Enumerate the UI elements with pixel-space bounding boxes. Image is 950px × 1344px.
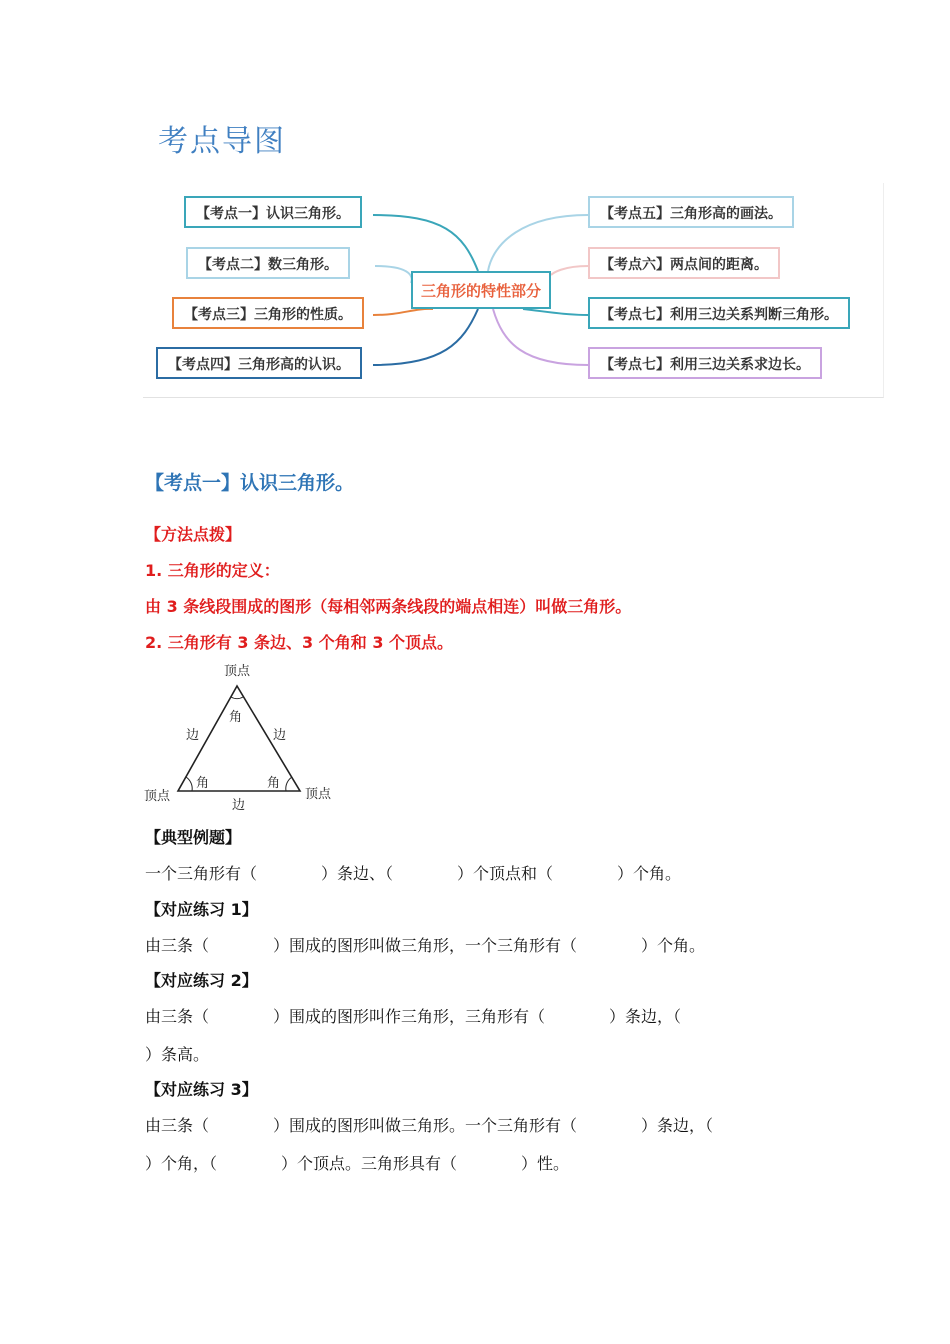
triangle-figure [140,656,350,816]
definition-title: 1. 三角形的定义： [145,561,280,580]
mindmap-center: 三角形的特性部分 [411,271,551,309]
side-label-left: 边 [186,728,200,743]
practice2-label: 【对应练习 2】 [145,971,258,990]
mindmap-node-8: 【考点七】利用三边关系求边长。 [588,347,822,379]
vertex-label-left: 顶点 [144,789,171,804]
triangle-properties: 2. 三角形有 3 条边、3 个角和 3 个顶点。 [145,633,454,652]
section-heading: 【考点一】认识三角形。 [145,472,355,494]
mindmap-node-7: 【考点七】利用三边关系判断三角形。 [588,297,850,329]
connector-5 [488,215,588,271]
example-label: 【典型例题】 [145,828,242,847]
practice1-question: 由三条（ ）围成的图形叫做三角形，一个三角形有（ ）个角。 [145,936,706,955]
connector-2 [375,266,412,283]
practice3-label: 【对应练习 3】 [145,1080,258,1099]
definition-body: 由 3 条线段围成的图形（每相邻两条线段的端点相连）叫做三角形。 [145,597,632,616]
side-label-bottom: 边 [232,798,246,813]
page-title: 考点导图 [158,124,286,159]
practice3-question-line2: ）个角，（ ）个顶点。三角形具有（ ）性。 [145,1154,570,1173]
connector-1 [373,215,478,271]
mindmap-node-6: 【考点六】两点间的距离。 [588,247,780,279]
vertex-label-top: 顶点 [224,664,251,679]
practice3-question-line1: 由三条（ ）围成的图形叫做三角形。一个三角形有（ ）条边，（ [145,1116,714,1135]
mindmap-node-2: 【考点二】数三角形。 [186,247,350,279]
side-label-right: 边 [273,728,287,743]
angle-label-right: 角 [267,776,281,791]
connector-3 [373,309,433,315]
example-question: 一个三角形有（ ）条边、（ ）个顶点和（ ）个角。 [145,864,682,883]
connector-4 [373,309,478,365]
connector-6 [551,266,588,275]
angle-label-left: 角 [196,776,210,791]
practice2-question-line1: 由三条（ ）围成的图形叫作三角形，三角形有（ ）条边，（ [145,1007,682,1026]
practice1-label: 【对应练习 1】 [145,900,258,919]
mindmap-node-1: 【考点一】认识三角形。 [184,196,362,228]
connector-8 [493,309,588,365]
mindmap-node-5: 【考点五】三角形高的画法。 [588,196,794,228]
vertex-label-right: 顶点 [305,787,332,802]
method-label: 【方法点拨】 [145,525,242,544]
practice2-question-line2: ）条高。 [145,1045,210,1064]
mindmap-node-4: 【考点四】三角形高的认识。 [156,347,362,379]
mind-map [143,183,884,398]
connector-7 [523,309,588,315]
angle-label-top: 角 [229,710,243,725]
mindmap-node-3: 【考点三】三角形的性质。 [172,297,364,329]
